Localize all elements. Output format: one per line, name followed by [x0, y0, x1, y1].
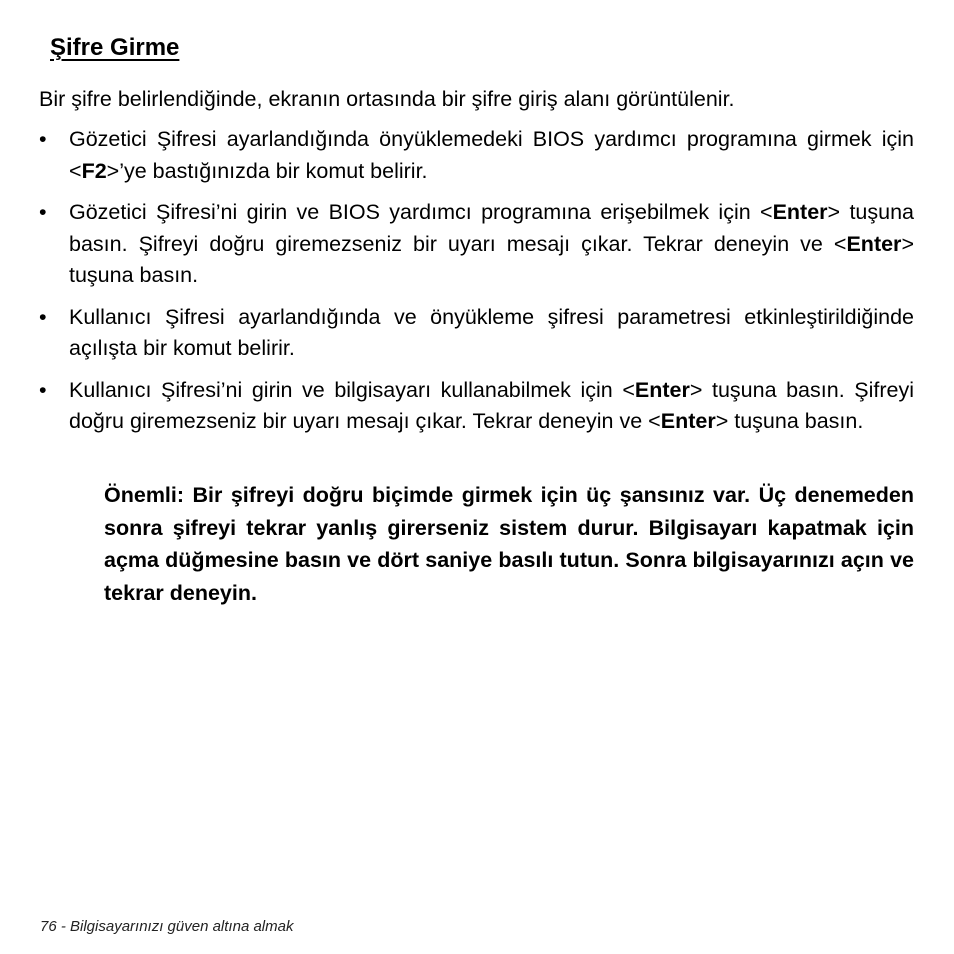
bullet-dot: • [39, 127, 47, 151]
text-run: Gözetici Şifresi ayarlandığında önyüklemedeki BIOS yardımcı programına girmek için < [69, 127, 914, 183]
key-name: Enter [846, 231, 902, 256]
bullet-text [69, 378, 914, 434]
bullet-item [39, 375, 914, 438]
bullet-item [39, 124, 914, 187]
bullet-dot: • [39, 304, 47, 329]
key-name: Enter [660, 409, 716, 433]
text-run: > tuşuna basın. Şifreyi doğru giremezseniz bir uyarı mesajı çıkar. Tekrar deneyin ve < [69, 377, 914, 433]
bullet-text [69, 200, 914, 287]
bullet-item [39, 302, 914, 365]
important-note: Önemli: Bir şifreyi doğru biçimde girmek için üç şansınız var. Üç denemeden sonra şifreyi tekrar yanlış girerseniz sistem durur. Bilgisayarı kapatmak için açma düğmesine basın ve dört saniye basılı tutun. Sonra bilgisayarınızı açın ve tekrar deneyin. [104, 483, 914, 605]
section-title: Şifre Girme [50, 34, 180, 61]
bullet-item [39, 197, 914, 292]
key-name: Enter [634, 377, 690, 402]
text-run: > tuşuna basın. [715, 409, 864, 433]
page-footer: 76 - Bilgisayarınızı güven altına almak [40, 918, 294, 935]
text-run: Gözetici Şifresi’ni girin ve BIOS yardımcı programına erişebilmek için < [69, 200, 773, 224]
bullet-text [69, 127, 914, 183]
text-run: Kullanıcı Şifresi ayarlandığında ve önyükleme şifresi parametresi etkinleştirildiğinde açılışta bir komut belirir. [69, 304, 914, 360]
bullet-text [69, 305, 914, 361]
key-name: F2 [81, 158, 107, 183]
text-run: > tuşuna basın. [69, 231, 914, 287]
text-run: > tuşuna basın. Şifreyi doğru giremezseniz bir uyarı mesajı çıkar. Tekrar deneyin ve < [69, 200, 914, 256]
bullet-dot: • [39, 200, 47, 224]
key-name: Enter [772, 200, 828, 224]
intro-paragraph: Bir şifre belirlendiğinde, ekranın ortasında bir şifre giriş alanı görüntülenir. [39, 87, 735, 111]
bullet-list [39, 124, 914, 448]
text-run: >’ye bastığınızda bir komut belirir. [106, 158, 428, 183]
bullet-dot: • [39, 377, 47, 402]
text-run: Kullanıcı Şifresi’ni girin ve bilgisayarı kullanabilmek için < [69, 377, 635, 402]
